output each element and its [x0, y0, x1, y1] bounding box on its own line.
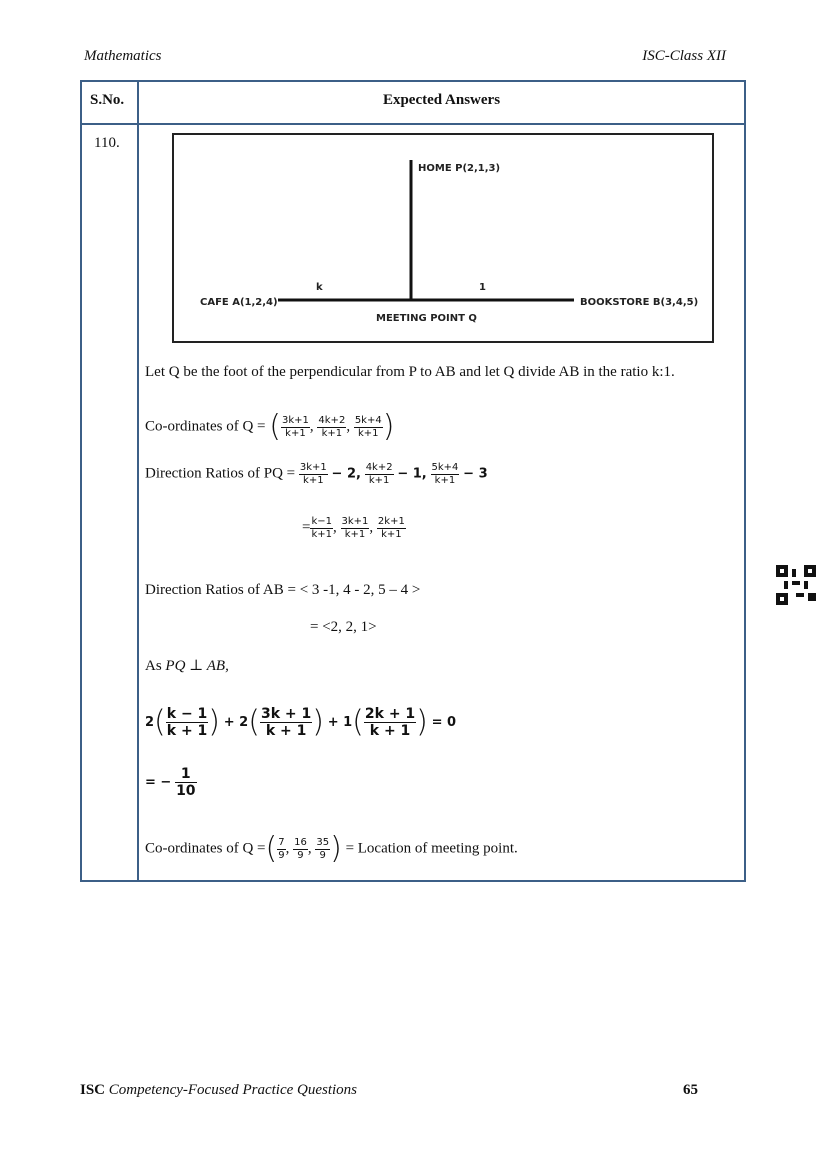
coords-label: Co-ordinates of Q = [145, 418, 266, 435]
diagram-svg [174, 135, 712, 341]
dot-product-equation: 2( $\frac{k - 1}{k + 1}$ ) + 2( $\frac{3k + 1}{k + 1}$ ) + 1( $\frac{2k + 1}{k + 1}$ ) = 0 [145, 704, 457, 740]
header-subject: Mathematics [84, 48, 162, 64]
frac: $\frac{3k+1}{k+1}$ [282, 415, 309, 439]
qr-code-icon [776, 565, 816, 605]
dr-ab-text: Direction Ratios of AB = < 3 -1, 4 - 2, 5 – 4 > [145, 582, 421, 598]
column-header-answers: Expected Answers [382, 92, 501, 108]
cafe-label: CAFE A(1,2,4) [200, 297, 278, 308]
coords-q-expression: Co-ordinates of Q = ( $\frac{3k+1}{k+1}$ , $\frac{4k+2}{k+1}$ , $\frac{5k+4}{k+1}$ ) [145, 409, 395, 444]
bookstore-label: BOOKSTORE B(3,4,5) [580, 297, 699, 308]
column-divider [137, 82, 139, 880]
intro-text: Let Q be the foot of the perpendicular from P to AB and let Q divide AB in the ratio k:1. [145, 364, 675, 380]
frac: $\frac{4k+2}{k+1}$ [318, 415, 346, 439]
frac: $\frac{5k+4}{k+1}$ [354, 415, 382, 439]
page-number: 65 [683, 1082, 698, 1098]
k-value: = − $\frac{1}{10}$ [145, 766, 196, 800]
ratio-k-label: k [316, 282, 323, 293]
geometry-diagram [172, 133, 714, 343]
answer-table [80, 80, 746, 882]
dr-pq-simplified: = $\frac{k-1}{k+1}$ , $\frac{3k+1}{k+1}$ , $\frac{2k+1}{k+1}$ [302, 516, 405, 540]
ratio-one-label: 1 [479, 282, 486, 293]
meeting-point-label: MEETING POINT Q [376, 313, 477, 324]
dr-ab-simplified: = <2, 2, 1> [310, 619, 377, 635]
header-divider [82, 123, 744, 125]
dr-pq-label: Direction Ratios of PQ = [145, 465, 296, 482]
question-number: 110. [94, 135, 120, 151]
final-coordinates: Co-ordinates of Q =( $\frac{7}{9}$ , $\frac{16}{9}$ , $\frac{35}{9}$ ) = Location of meeting point. [145, 831, 518, 866]
home-label: HOME P(2,1,3) [418, 163, 501, 174]
dr-pq-expression: Direction Ratios of PQ = $\frac{3k+1}{k+1}$ − 2, $\frac{4k+2}{k+1}$ − 1, $\frac{5k+4}{k+1}$ − 3 [145, 462, 488, 486]
footer-title: ISC Competency-Focused Practice Questions [80, 1082, 358, 1098]
perpendicular-condition: As PQ ⊥ AB, [145, 658, 229, 674]
column-header-sno: S.No. [90, 92, 125, 108]
header-class: ISC-Class XII [642, 48, 726, 64]
